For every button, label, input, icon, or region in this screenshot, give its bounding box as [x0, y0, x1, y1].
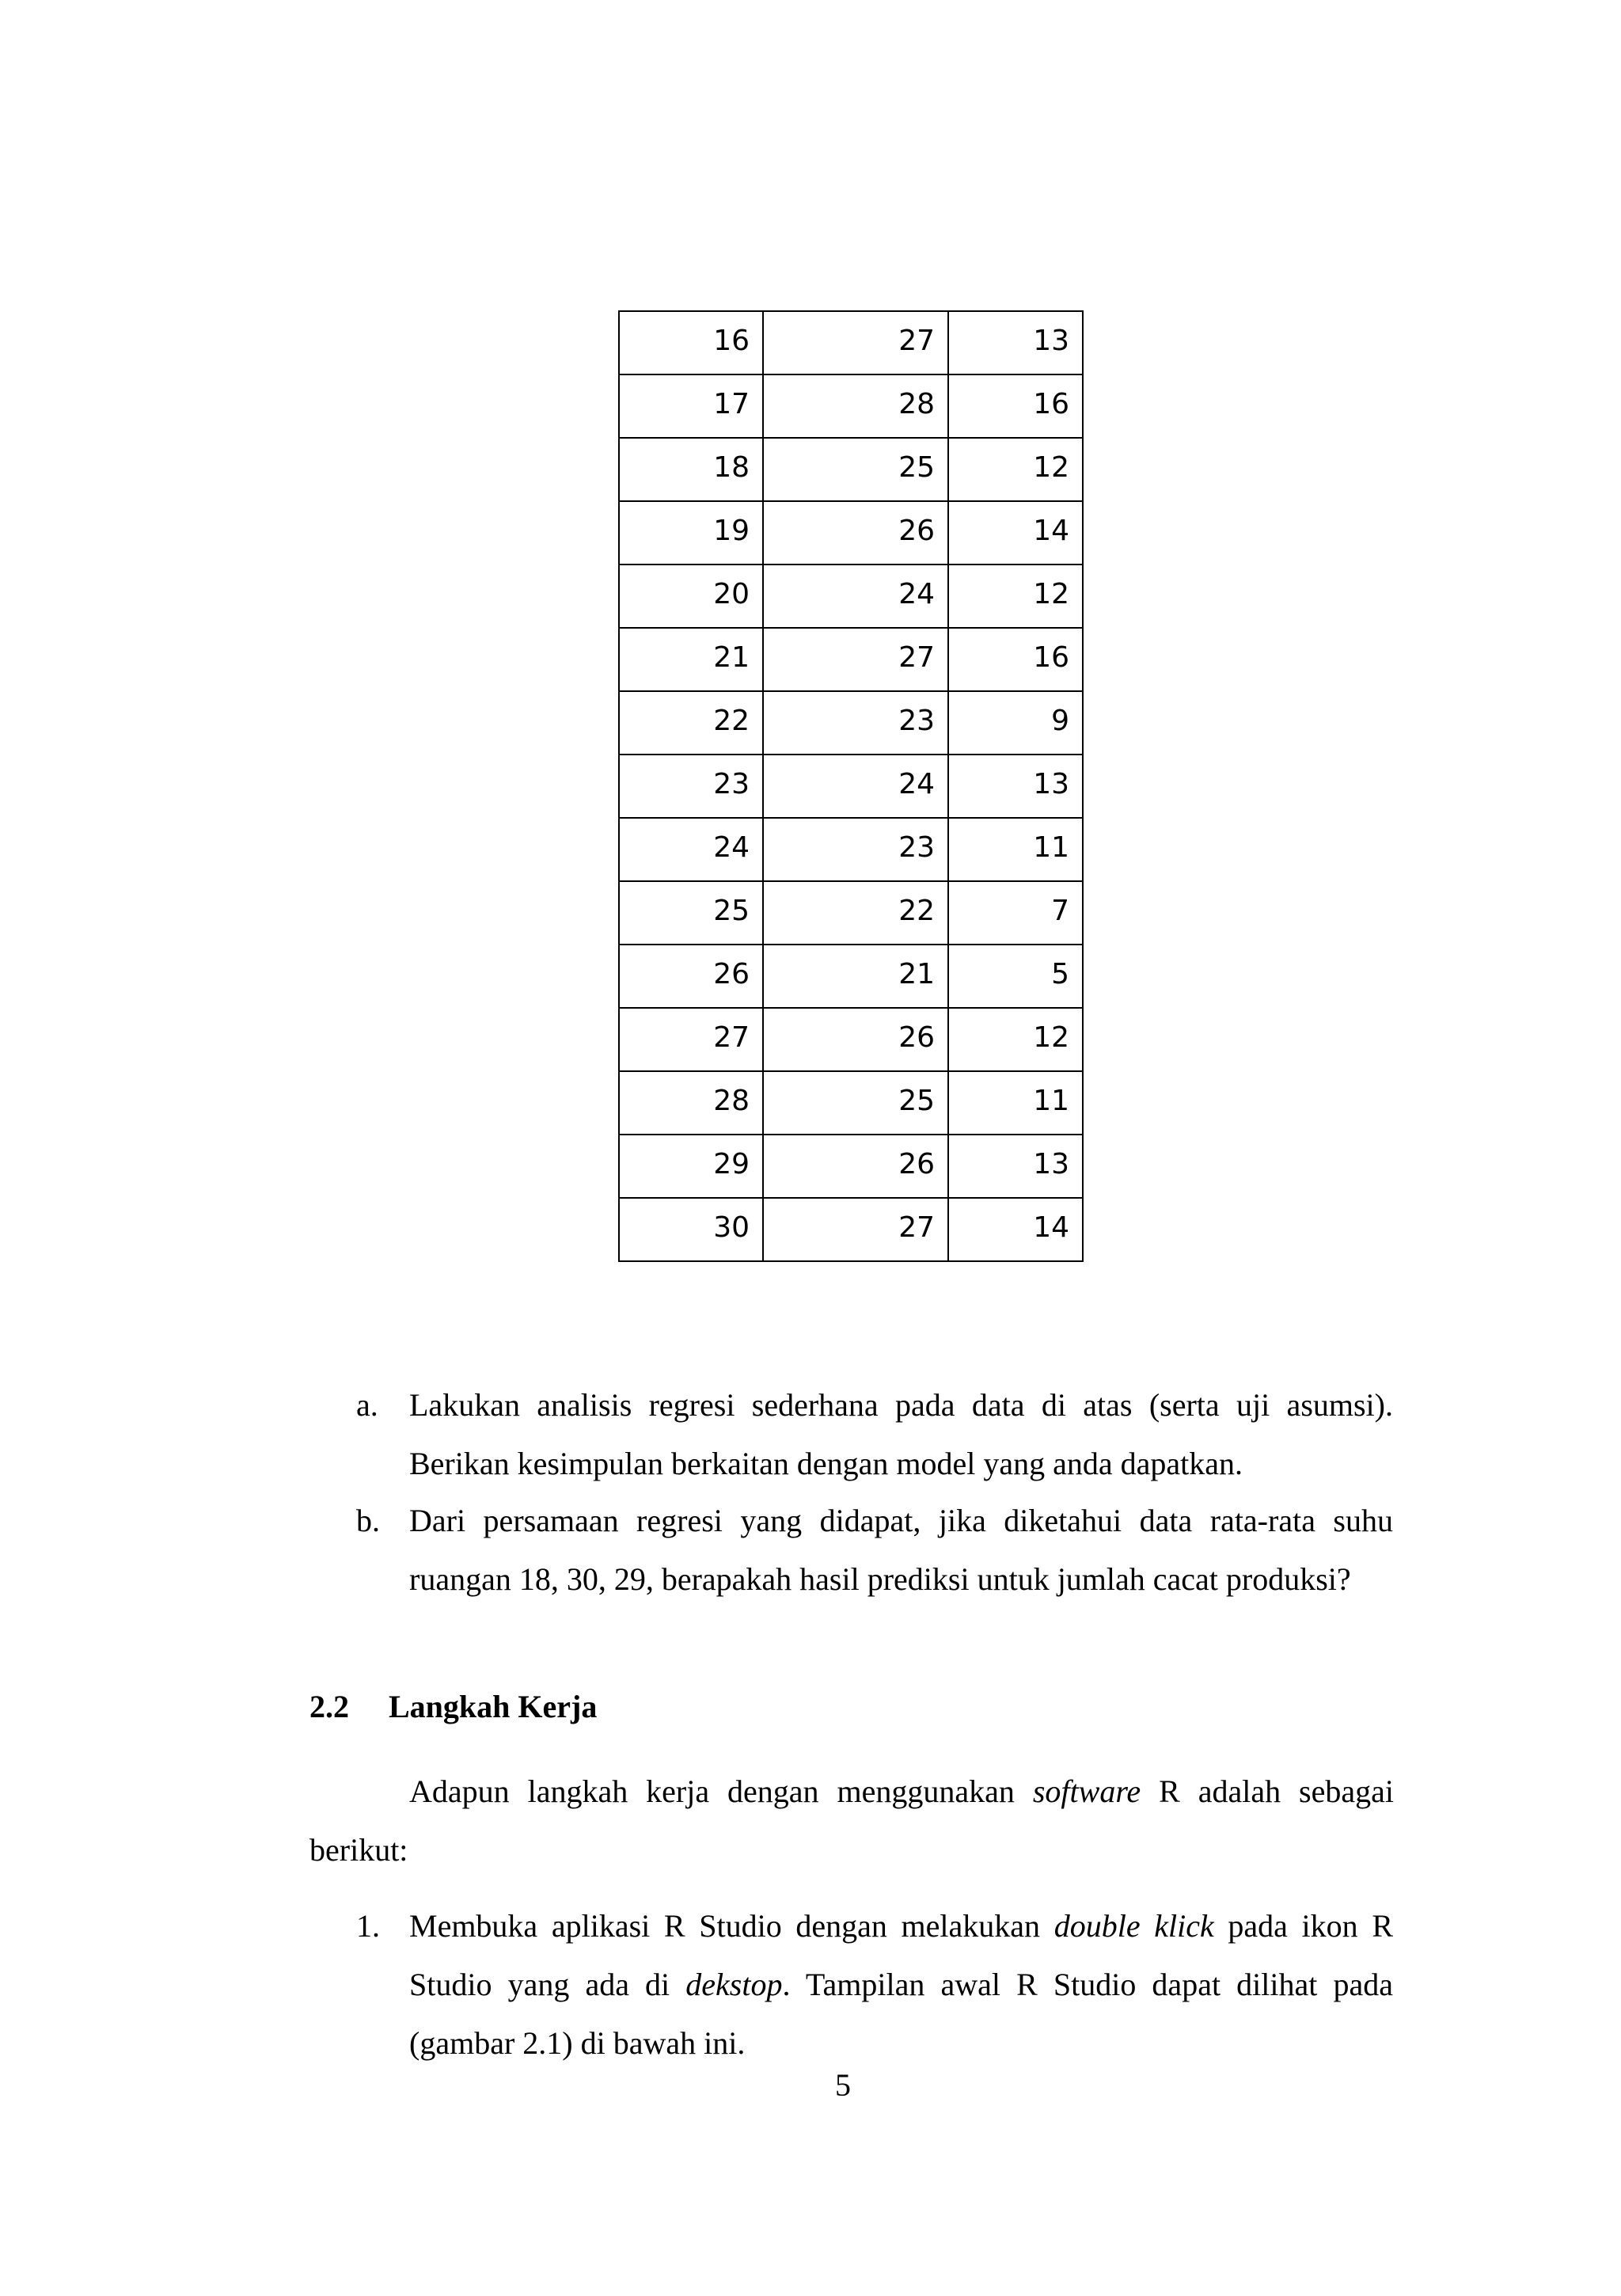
table-cell: 27 — [763, 311, 948, 374]
table-cell: 12 — [948, 438, 1083, 501]
data-table — [618, 310, 1084, 1262]
table-cell: 24 — [763, 564, 948, 628]
table-cell: 23 — [763, 818, 948, 881]
intro-emphasis: software — [1032, 1773, 1141, 1809]
table-cell: 9 — [948, 691, 1083, 755]
table-row — [619, 438, 1083, 501]
table-cell: 26 — [619, 945, 763, 1008]
list-text-b: Dari persamaan regresi yang didapat, jika diketahui data rata-rata suhu ruangan 18, 30, 29, berapakah hasil prediksi untuk jumlah cacat produksi? — [409, 1503, 1393, 1597]
table-row — [619, 1198, 1083, 1261]
table-cell: 13 — [948, 1135, 1083, 1198]
table-cell: 5 — [948, 945, 1083, 1008]
table-cell: 26 — [763, 1135, 948, 1198]
table-row — [619, 564, 1083, 628]
table-row — [619, 881, 1083, 945]
section-number: 2.2 — [309, 1689, 349, 1724]
table-cell: 17 — [619, 374, 763, 438]
intro-text-after: R adalah sebagai berikut: — [309, 1773, 1394, 1868]
table-cell: 14 — [948, 501, 1083, 564]
table-cell: 16 — [948, 374, 1083, 438]
table-row — [619, 1008, 1083, 1071]
list-marker-b: b. — [356, 1503, 380, 1538]
intro-paragraph — [309, 1762, 1394, 1880]
table-cell: 14 — [948, 1198, 1083, 1261]
table-cell: 29 — [619, 1135, 763, 1198]
step-marker-1: 1. — [356, 1908, 380, 1944]
step-emphasis-dekstop: dekstop — [685, 1967, 783, 2002]
table-cell: 23 — [763, 691, 948, 755]
table-cell: 27 — [763, 1198, 948, 1261]
table-cell: 13 — [948, 311, 1083, 374]
table-row — [619, 1071, 1083, 1135]
table-cell: 24 — [763, 755, 948, 818]
step-text-part1: Membuka aplikasi R Studio dengan melakukan — [409, 1908, 1054, 1944]
table-cell: 27 — [619, 1008, 763, 1071]
table-cell: 13 — [948, 755, 1083, 818]
table-cell: 26 — [763, 1008, 948, 1071]
table-body — [619, 311, 1083, 1261]
table-cell: 23 — [619, 755, 763, 818]
table-cell: 24 — [619, 818, 763, 881]
table-cell: 26 — [763, 501, 948, 564]
table-cell: 28 — [763, 374, 948, 438]
table-cell: 11 — [948, 818, 1083, 881]
table-cell: 22 — [619, 691, 763, 755]
section-title: Langkah Kerja — [389, 1689, 598, 1724]
table-row — [619, 311, 1083, 374]
list-item-b — [356, 1492, 1393, 1609]
list-text-a: Lakukan analisis regresi sederhana pada data di atas (serta uji asumsi). Berikan kesimpulan berkaitan dengan model yang anda dapatkan. — [409, 1387, 1393, 1481]
table-cell: 22 — [763, 881, 948, 945]
step-text-part3: . Tampilan awal R Studio dapat dilihat pada (gambar 2.1) di bawah ini. — [409, 1967, 1393, 2061]
step-text-part2: pada ikon R Studio yang ada di — [409, 1908, 1393, 2002]
list-item-a — [356, 1376, 1393, 1493]
table-cell: 11 — [948, 1071, 1083, 1135]
table-row — [619, 501, 1083, 564]
table-cell: 20 — [619, 564, 763, 628]
table-cell: 16 — [948, 628, 1083, 691]
table-cell: 7 — [948, 881, 1083, 945]
page-number: 5 — [835, 2067, 851, 2103]
table-cell: 30 — [619, 1198, 763, 1261]
table-row — [619, 374, 1083, 438]
step-item-1 — [356, 1897, 1393, 2073]
table-cell: 18 — [619, 438, 763, 501]
step-emphasis-double-klick: double klick — [1053, 1908, 1214, 1944]
table-row — [619, 691, 1083, 755]
table-cell: 16 — [619, 311, 763, 374]
table-cell: 27 — [763, 628, 948, 691]
list-marker-a: a. — [356, 1387, 378, 1423]
table-cell: 25 — [763, 1071, 948, 1135]
table-row — [619, 755, 1083, 818]
table-cell: 12 — [948, 1008, 1083, 1071]
table-row — [619, 628, 1083, 691]
table-cell: 12 — [948, 564, 1083, 628]
step-text-1 — [409, 1897, 1393, 2073]
table-cell: 19 — [619, 501, 763, 564]
table-cell: 25 — [619, 881, 763, 945]
table-row — [619, 818, 1083, 881]
table-cell: 25 — [763, 438, 948, 501]
table-cell: 21 — [619, 628, 763, 691]
table-row — [619, 945, 1083, 1008]
table-cell: 21 — [763, 945, 948, 1008]
table-row — [619, 1135, 1083, 1198]
section-heading — [309, 1683, 597, 1731]
table-cell: 28 — [619, 1071, 763, 1135]
intro-text-before: Adapun langkah kerja dengan menggunakan — [409, 1773, 1033, 1809]
